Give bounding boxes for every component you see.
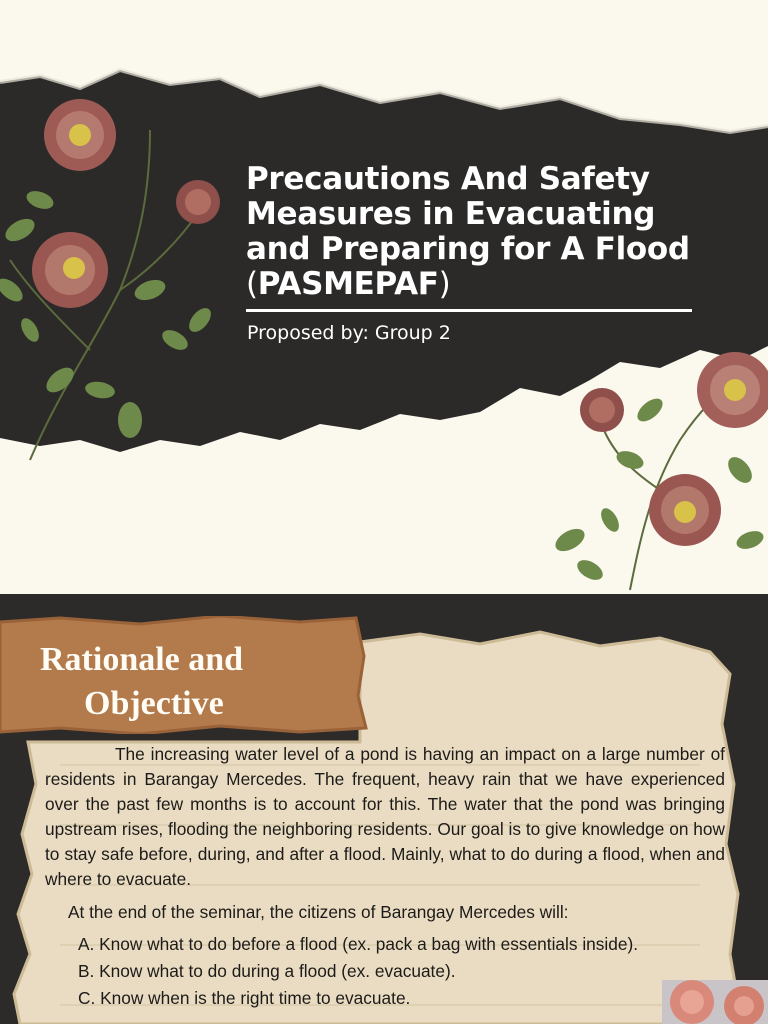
title-line: and Preparing for A Flood [246, 231, 690, 267]
subtitle: Proposed by: Group 2 [247, 322, 451, 344]
title-divider [246, 309, 692, 312]
rationale-paragraph [45, 742, 725, 892]
heading-line: Rationale and [40, 641, 244, 678]
title-line-acronym [246, 267, 716, 302]
objectives-list [78, 932, 678, 1013]
slide-title [246, 162, 716, 302]
rationale-slide [0, 594, 768, 1024]
title-line: Precautions And Safety [246, 161, 650, 197]
objective-item: C. Know when is the right time to evacuate. [78, 988, 411, 1008]
section-heading [40, 638, 340, 726]
heading-line: Objective [84, 685, 224, 722]
title-line: Measures in Evacuating [246, 196, 656, 232]
wild-rose-illustration-left [0, 90, 230, 470]
objectives-lead: At the end of the seminar, the citizens of Barangay Mercedes will: [68, 902, 569, 922]
objective-item: B. Know what to do during a flood (ex. evacuate). [78, 961, 456, 981]
close-paren: ) [438, 266, 451, 302]
paragraph-text: The increasing water level of a pond is having an impact on a large number of residents in Barangay Mercedes. The frequent, heavy rain that we have experienced over the past few months is to account for this. The water that the pond was bringing upstream rises, flooding the neighboring residents. Our goal is to give knowledge on how to stay safe before, during, and after a flood. Mainly, what to do during a flood, when and where to evacuate. [45, 744, 725, 889]
objective-item: A. Know what to do before a flood (ex. pack a bag with essentials inside). [78, 934, 639, 954]
open-paren: ( [246, 266, 258, 302]
wild-rose-illustration-corner [662, 970, 768, 1024]
acronym: PASMEPAF [257, 266, 439, 302]
wild-rose-illustration-right [540, 340, 768, 594]
